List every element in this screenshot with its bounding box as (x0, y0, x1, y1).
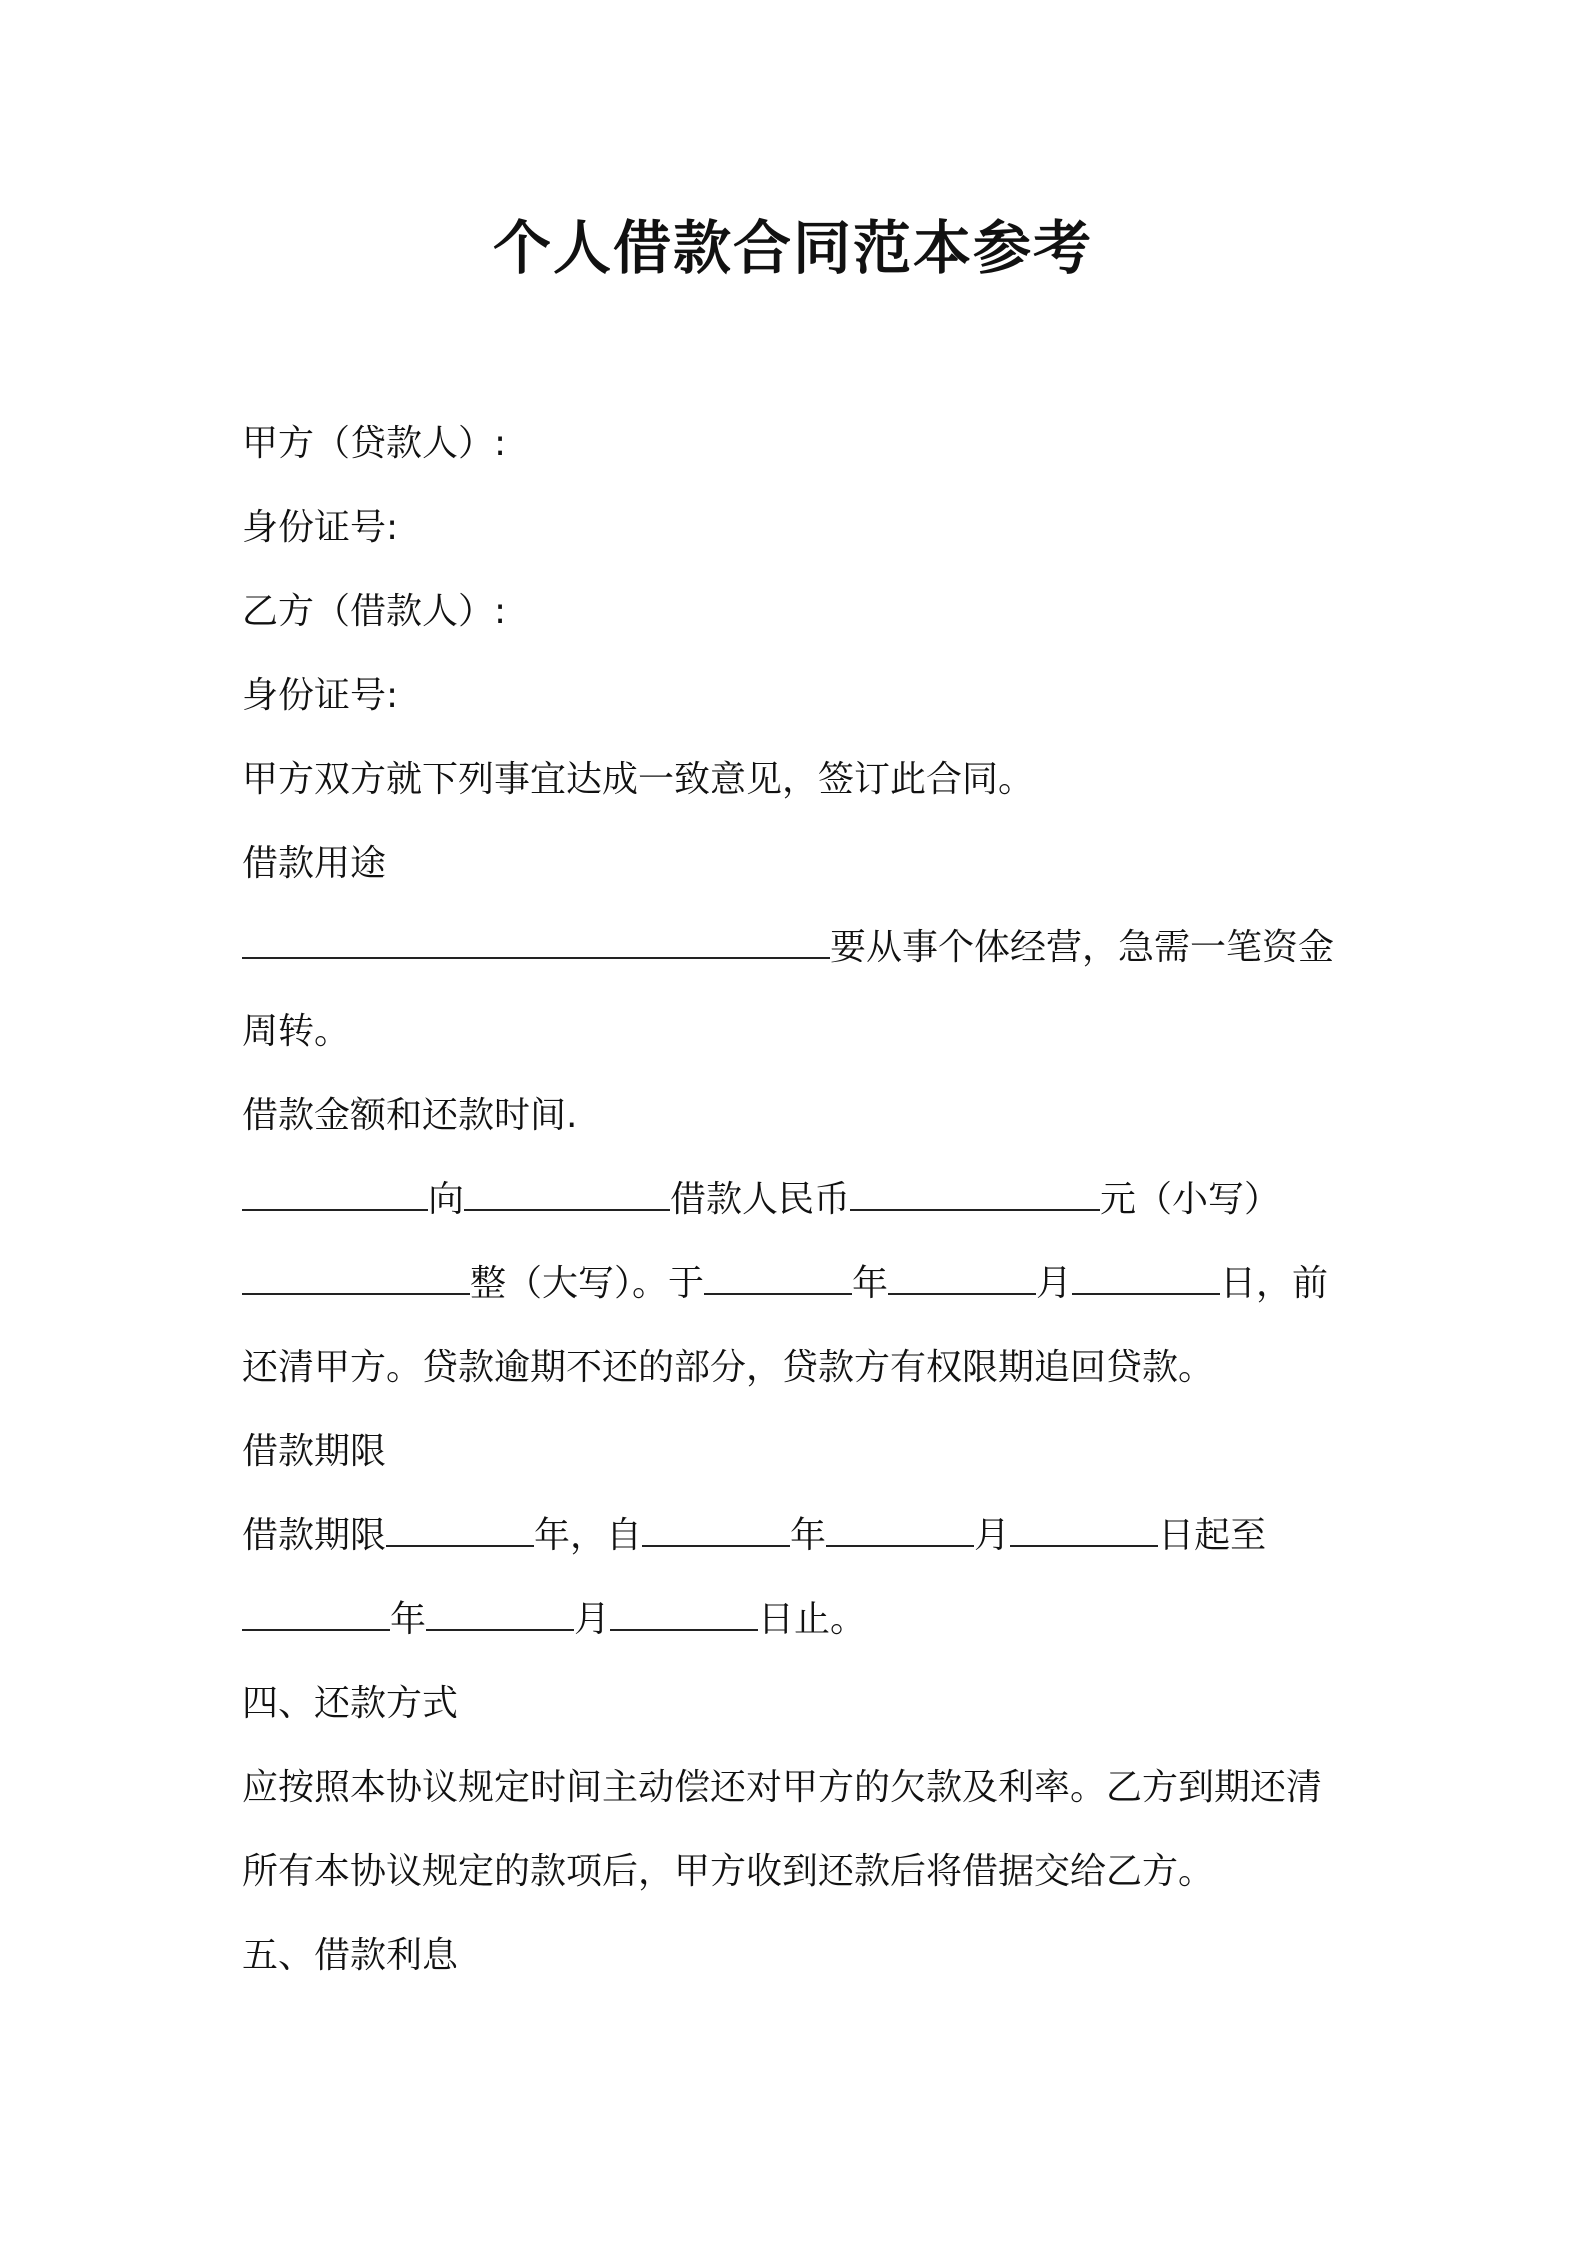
amount-text: 整（大写）。于 (470, 1263, 705, 1304)
interest-heading: 五、借款利息 (242, 1935, 459, 1976)
purpose-line-continued: 周转。 (242, 1011, 351, 1052)
blank-field (850, 1177, 1100, 1211)
term-text: 年，自 (534, 1515, 643, 1556)
purpose-heading: 借款用途 (242, 843, 387, 884)
term-text: 日止。 (758, 1599, 867, 1640)
amount-text: 日，前 (1220, 1263, 1329, 1304)
lender-line: 甲方（贷款人）: (242, 423, 507, 464)
amount-heading: 借款金额和还款时间. (242, 1095, 578, 1136)
lender-id-line: 身份证号: (242, 507, 399, 548)
blank-field (386, 1513, 534, 1547)
amount-line-3: 还清甲方。贷款逾期不还的部分，贷款方有权限期追回贷款。 (242, 1347, 1215, 1388)
blank-field (242, 1177, 428, 1211)
repayment-text-1: 应按照本协议规定时间主动偿还对甲方的欠款及利率。乙方到期还清 (242, 1767, 1323, 1808)
blank-field (1010, 1513, 1158, 1547)
borrower-id-line: 身份证号: (242, 675, 399, 716)
amount-text: 年 (852, 1263, 889, 1304)
amount-line-2 (242, 1242, 1362, 1326)
term-heading: 借款期限 (242, 1431, 387, 1472)
term-text: 日起至 (1158, 1515, 1267, 1556)
blank-field (610, 1597, 758, 1631)
blank-field (704, 1261, 852, 1295)
blank-field (426, 1597, 574, 1631)
document-title: 个人借款合同范本参考 (492, 214, 1093, 282)
term-text: 月 (974, 1515, 1011, 1556)
amount-text: 借款人民币 (670, 1179, 851, 1220)
agreement-line: 甲方双方就下列事宜达成一致意见，签订此合同。 (242, 759, 1035, 800)
repayment-heading: 四、还款方式 (242, 1683, 459, 1724)
term-text: 借款期限 (242, 1515, 387, 1556)
blank-field (242, 925, 830, 959)
amount-text: 向 (428, 1179, 465, 1220)
blank-field (1072, 1261, 1220, 1295)
term-text: 年 (390, 1599, 427, 1640)
term-line-1 (242, 1494, 1362, 1578)
purpose-line (242, 906, 1362, 990)
blank-field (642, 1513, 790, 1547)
document-body (242, 402, 1362, 1998)
amount-line-1 (242, 1158, 1362, 1242)
term-text: 月 (574, 1599, 611, 1640)
amount-text: 元（小写） (1100, 1179, 1281, 1220)
blank-field (826, 1513, 974, 1547)
amount-text: 月 (1036, 1263, 1073, 1304)
purpose-text: 要从事个体经营，急需一笔资金 (830, 927, 1335, 968)
term-text: 年 (790, 1515, 827, 1556)
blank-field (242, 1261, 470, 1295)
blank-field (464, 1177, 670, 1211)
term-line-2 (242, 1578, 1362, 1662)
blank-field (242, 1597, 390, 1631)
borrower-line: 乙方（借款人）: (242, 591, 507, 632)
repayment-text-2: 所有本协议规定的款项后，甲方收到还款后将借据交给乙方。 (242, 1851, 1215, 1892)
blank-field (888, 1261, 1036, 1295)
